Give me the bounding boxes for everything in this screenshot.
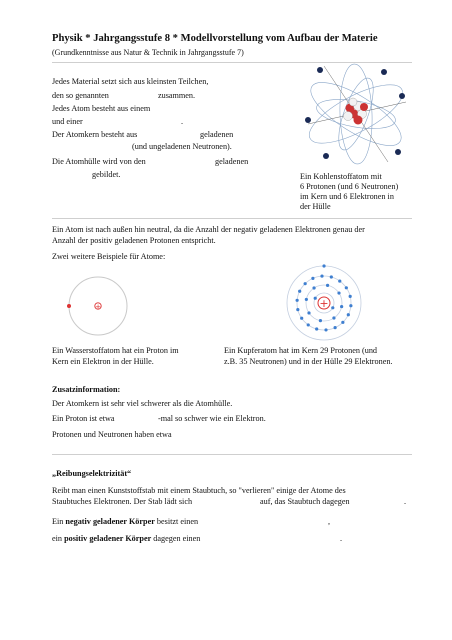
intro-line-3: Jedes Atom besteht aus einem xyxy=(52,104,151,113)
copper-electron xyxy=(319,319,322,322)
copper-electron xyxy=(341,321,344,324)
carbon-atom-diagram xyxy=(298,58,414,170)
copper-electron xyxy=(320,274,323,277)
copper-electron xyxy=(347,313,350,316)
carbon-caption-1: Ein Kohlenstoffatom mit xyxy=(300,172,382,181)
copper-electron xyxy=(326,284,329,287)
friction-line-1: Reibt man einen Kunststoffstab mit einem Staubtuch, so "verlieren" einige der Atome des xyxy=(52,486,346,495)
hydrogen-electron xyxy=(67,304,71,308)
intro-line-7b: geladenen xyxy=(215,157,249,166)
copper-caption-1: Ein Kupferatom hat im Kern 29 Protonen (und xyxy=(224,346,378,355)
copper-electron xyxy=(331,306,334,309)
friction-line-4 xyxy=(52,534,200,544)
intro-line-7a: Die Atomhülle wird von den xyxy=(52,157,146,166)
intro-line-8: gebildet. xyxy=(92,170,121,179)
examples-heading: Zwei weitere Beispiele für Atome: xyxy=(52,252,166,261)
carbon-nucleus xyxy=(344,98,369,125)
intro-line-6: (und ungeladenen Neutronen). xyxy=(132,142,232,151)
copper-electron xyxy=(296,299,299,302)
intro-line-4b: . xyxy=(181,117,184,126)
copper-electron xyxy=(349,304,352,307)
page-subtitle: (Grundkenntnisse aus Natur & Technik in Jahrgangsstufe 7) xyxy=(52,48,244,57)
page-title: Physik * Jahrgangsstufe 8 * Modellvorstellung vom Aufbau der Materie xyxy=(52,33,378,44)
copper-electron xyxy=(307,323,310,326)
carbon-caption-4: der Hülle xyxy=(300,202,331,211)
carbon-caption-2: 6 Protonen (und 6 Neutronen) xyxy=(300,182,399,191)
hydrogen-atom-diagram xyxy=(64,272,132,340)
copper-electron xyxy=(322,264,325,267)
extra-line-3: Protonen und Neutronen haben etwa xyxy=(52,430,172,439)
copper-electron xyxy=(340,305,343,308)
copper-electron xyxy=(311,277,314,280)
friction-line-3d: , xyxy=(328,517,331,526)
copper-electron xyxy=(334,326,337,329)
copper-electron xyxy=(337,291,340,294)
copper-electron xyxy=(314,297,317,300)
intro-line-5b: geladenen xyxy=(200,130,234,139)
neutral-line-2: Anzahl der positiv geladenen Protonen entspricht. xyxy=(52,236,216,245)
copper-atom-diagram xyxy=(276,262,372,344)
friction-line-3c: besitzt einen xyxy=(154,517,199,526)
friction-line-2a: Staubtuches Elektronen. Der Stab lädt sich xyxy=(52,497,193,506)
hydrogen-caption-2: Kern ein Elektron in der Hülle. xyxy=(52,357,154,366)
neutral-line-1: Ein Atom ist nach außen hin neutral, da die Anzahl der negativ geladenen Elektronen genau der xyxy=(52,225,365,234)
hydrogen-proton-plus: + xyxy=(95,302,101,311)
copper-electron xyxy=(330,275,333,278)
copper-electron xyxy=(324,328,327,331)
divider-1 xyxy=(52,218,412,219)
copper-electron xyxy=(304,282,307,285)
friction-line-2c: . xyxy=(404,497,407,506)
friction-line-4a: ein xyxy=(52,534,65,543)
copper-electron xyxy=(298,290,301,293)
copper-electron xyxy=(349,295,352,298)
friction-line-3a: Ein xyxy=(52,517,66,526)
copper-electron xyxy=(307,311,310,314)
friction-line-4c: dagegen einen xyxy=(151,534,201,543)
copper-electron xyxy=(345,286,348,289)
friction-negative-body: negativ geladener Körper xyxy=(65,517,155,526)
divider-2 xyxy=(52,454,412,455)
copper-electron xyxy=(315,327,318,330)
extra-line-1: Der Atomkern ist sehr viel schwerer als die Atomhülle. xyxy=(52,399,233,408)
copper-electron xyxy=(332,316,335,319)
hydrogen-caption-1: Ein Wasserstoffatom hat ein Proton im xyxy=(52,346,179,355)
intro-line-1: Jedes Material setzt sich aus kleinsten Teilchen, xyxy=(52,77,209,86)
intro-line-4a: und einer xyxy=(52,117,83,126)
intro-line-2b: zusammen. xyxy=(158,91,196,100)
copper-nucleus-plus: + xyxy=(319,297,329,310)
extra-heading: Zusatzinformation: xyxy=(52,385,121,394)
friction-line-2b: auf, das Staubtuch dagegen xyxy=(260,497,350,506)
copper-electron xyxy=(296,308,299,311)
copper-electron xyxy=(312,286,315,289)
friction-heading: „Reibungselektrizität“ xyxy=(52,469,132,478)
friction-line-4d: . xyxy=(340,534,343,543)
copper-electron xyxy=(338,279,341,282)
copper-electron xyxy=(305,298,308,301)
friction-line-3 xyxy=(52,517,198,527)
extra-line-2a: Ein Proton ist etwa xyxy=(52,414,115,423)
intro-line-2a: den so genannten xyxy=(52,91,109,100)
carbon-caption-3: im Kern und 6 Elektronen in xyxy=(300,192,394,201)
friction-positive-body: positiv geladener Körper xyxy=(64,534,152,543)
intro-line-5a: Der Atomkern besteht aus xyxy=(52,130,138,139)
extra-line-2b: -mal so schwer wie ein Elektron. xyxy=(158,414,266,423)
copper-electron xyxy=(300,317,303,320)
copper-caption-2: z.B. 35 Neutronen) und in der Hülle 29 Elektronen. xyxy=(224,357,393,366)
